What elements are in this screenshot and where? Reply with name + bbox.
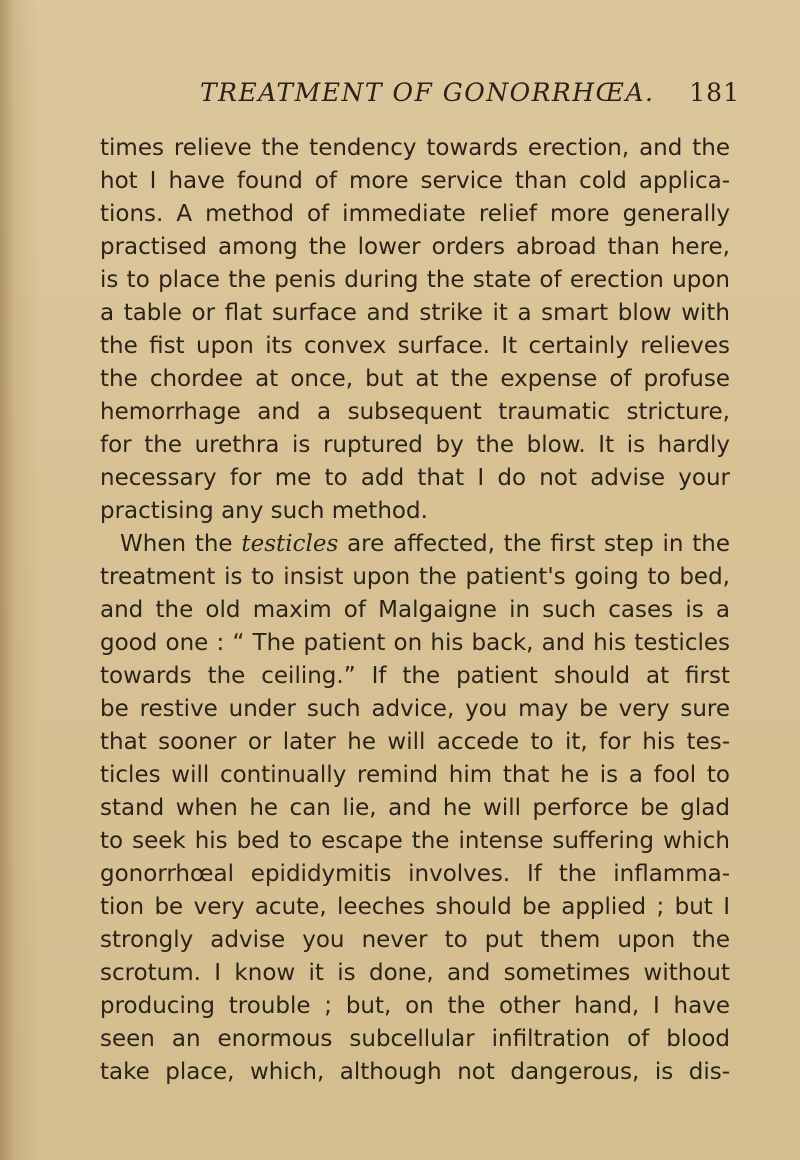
text-line: strongly advise you never to put them upon the bbox=[100, 927, 730, 953]
paragraph-opening-line bbox=[100, 528, 730, 561]
text-line: practised among the lower orders abroad than here, bbox=[100, 234, 730, 260]
page-number: 181 bbox=[689, 78, 740, 107]
text-line: practising any such method. bbox=[100, 498, 428, 524]
text-line: a table or flat surface and strike it a smart blow with bbox=[100, 300, 730, 326]
text-line: hot I have found of more service than cold applica- bbox=[100, 168, 730, 194]
text-line: the fist upon its convex surface. It certainly relieves bbox=[100, 333, 730, 359]
text-line: seen an enormous subcellular infiltration of blood bbox=[100, 1026, 730, 1052]
text-line: necessary for me to add that I do not advise your bbox=[100, 465, 730, 491]
text-line: producing trouble ; but, on the other hand, I have bbox=[100, 993, 730, 1019]
text-run: are affected, the first step in the bbox=[338, 531, 730, 557]
page-header bbox=[200, 78, 740, 118]
text-line: gonorrhœal epididymitis involves. If the inflamma- bbox=[100, 861, 730, 887]
text-line: hemorrhage and a subsequent traumatic stricture, bbox=[100, 399, 730, 425]
text-line: scrotum. I know it is done, and sometimes without bbox=[100, 960, 730, 986]
text-line: times relieve the tendency towards erection, and the bbox=[100, 135, 730, 161]
text-line: tions. A method of immediate relief more generally bbox=[100, 201, 730, 227]
text-line: be restive under such advice, you may be very sure bbox=[100, 696, 730, 722]
text-line: towards the ceiling.” If the patient should at first bbox=[100, 663, 730, 689]
text-line: that sooner or later he will accede to it, for his tes- bbox=[100, 729, 730, 755]
text-line: to seek his bed to escape the intense suffering which bbox=[100, 828, 730, 854]
text-line: is to place the penis during the state of erection upon bbox=[100, 267, 730, 293]
italic-term: testicles bbox=[241, 531, 339, 557]
text-line: tion be very acute, leeches should be applied ; but I bbox=[100, 894, 730, 920]
text-line: treatment is to insist upon the patient's going to bed, bbox=[100, 564, 730, 590]
body-text bbox=[100, 132, 730, 1089]
text-run: When the bbox=[120, 531, 242, 557]
text-line: ticles will continually remind him that he is a fool to bbox=[100, 762, 730, 788]
text-line: stand when he can lie, and he will perforce be glad bbox=[100, 795, 730, 821]
text-line: good one : “ The patient on his back, and his testicles bbox=[100, 630, 730, 656]
text-line: the chordee at once, but at the expense of profuse bbox=[100, 366, 730, 392]
running-title: TREATMENT OF GONORRHŒA. bbox=[200, 78, 655, 107]
text-line: for the urethra is ruptured by the blow. It is hardly bbox=[100, 432, 730, 458]
text-line: and the old maxim of Malgaigne in such cases is a bbox=[100, 597, 730, 623]
text-line: take place, which, although not dangerous, is dis- bbox=[100, 1059, 730, 1085]
